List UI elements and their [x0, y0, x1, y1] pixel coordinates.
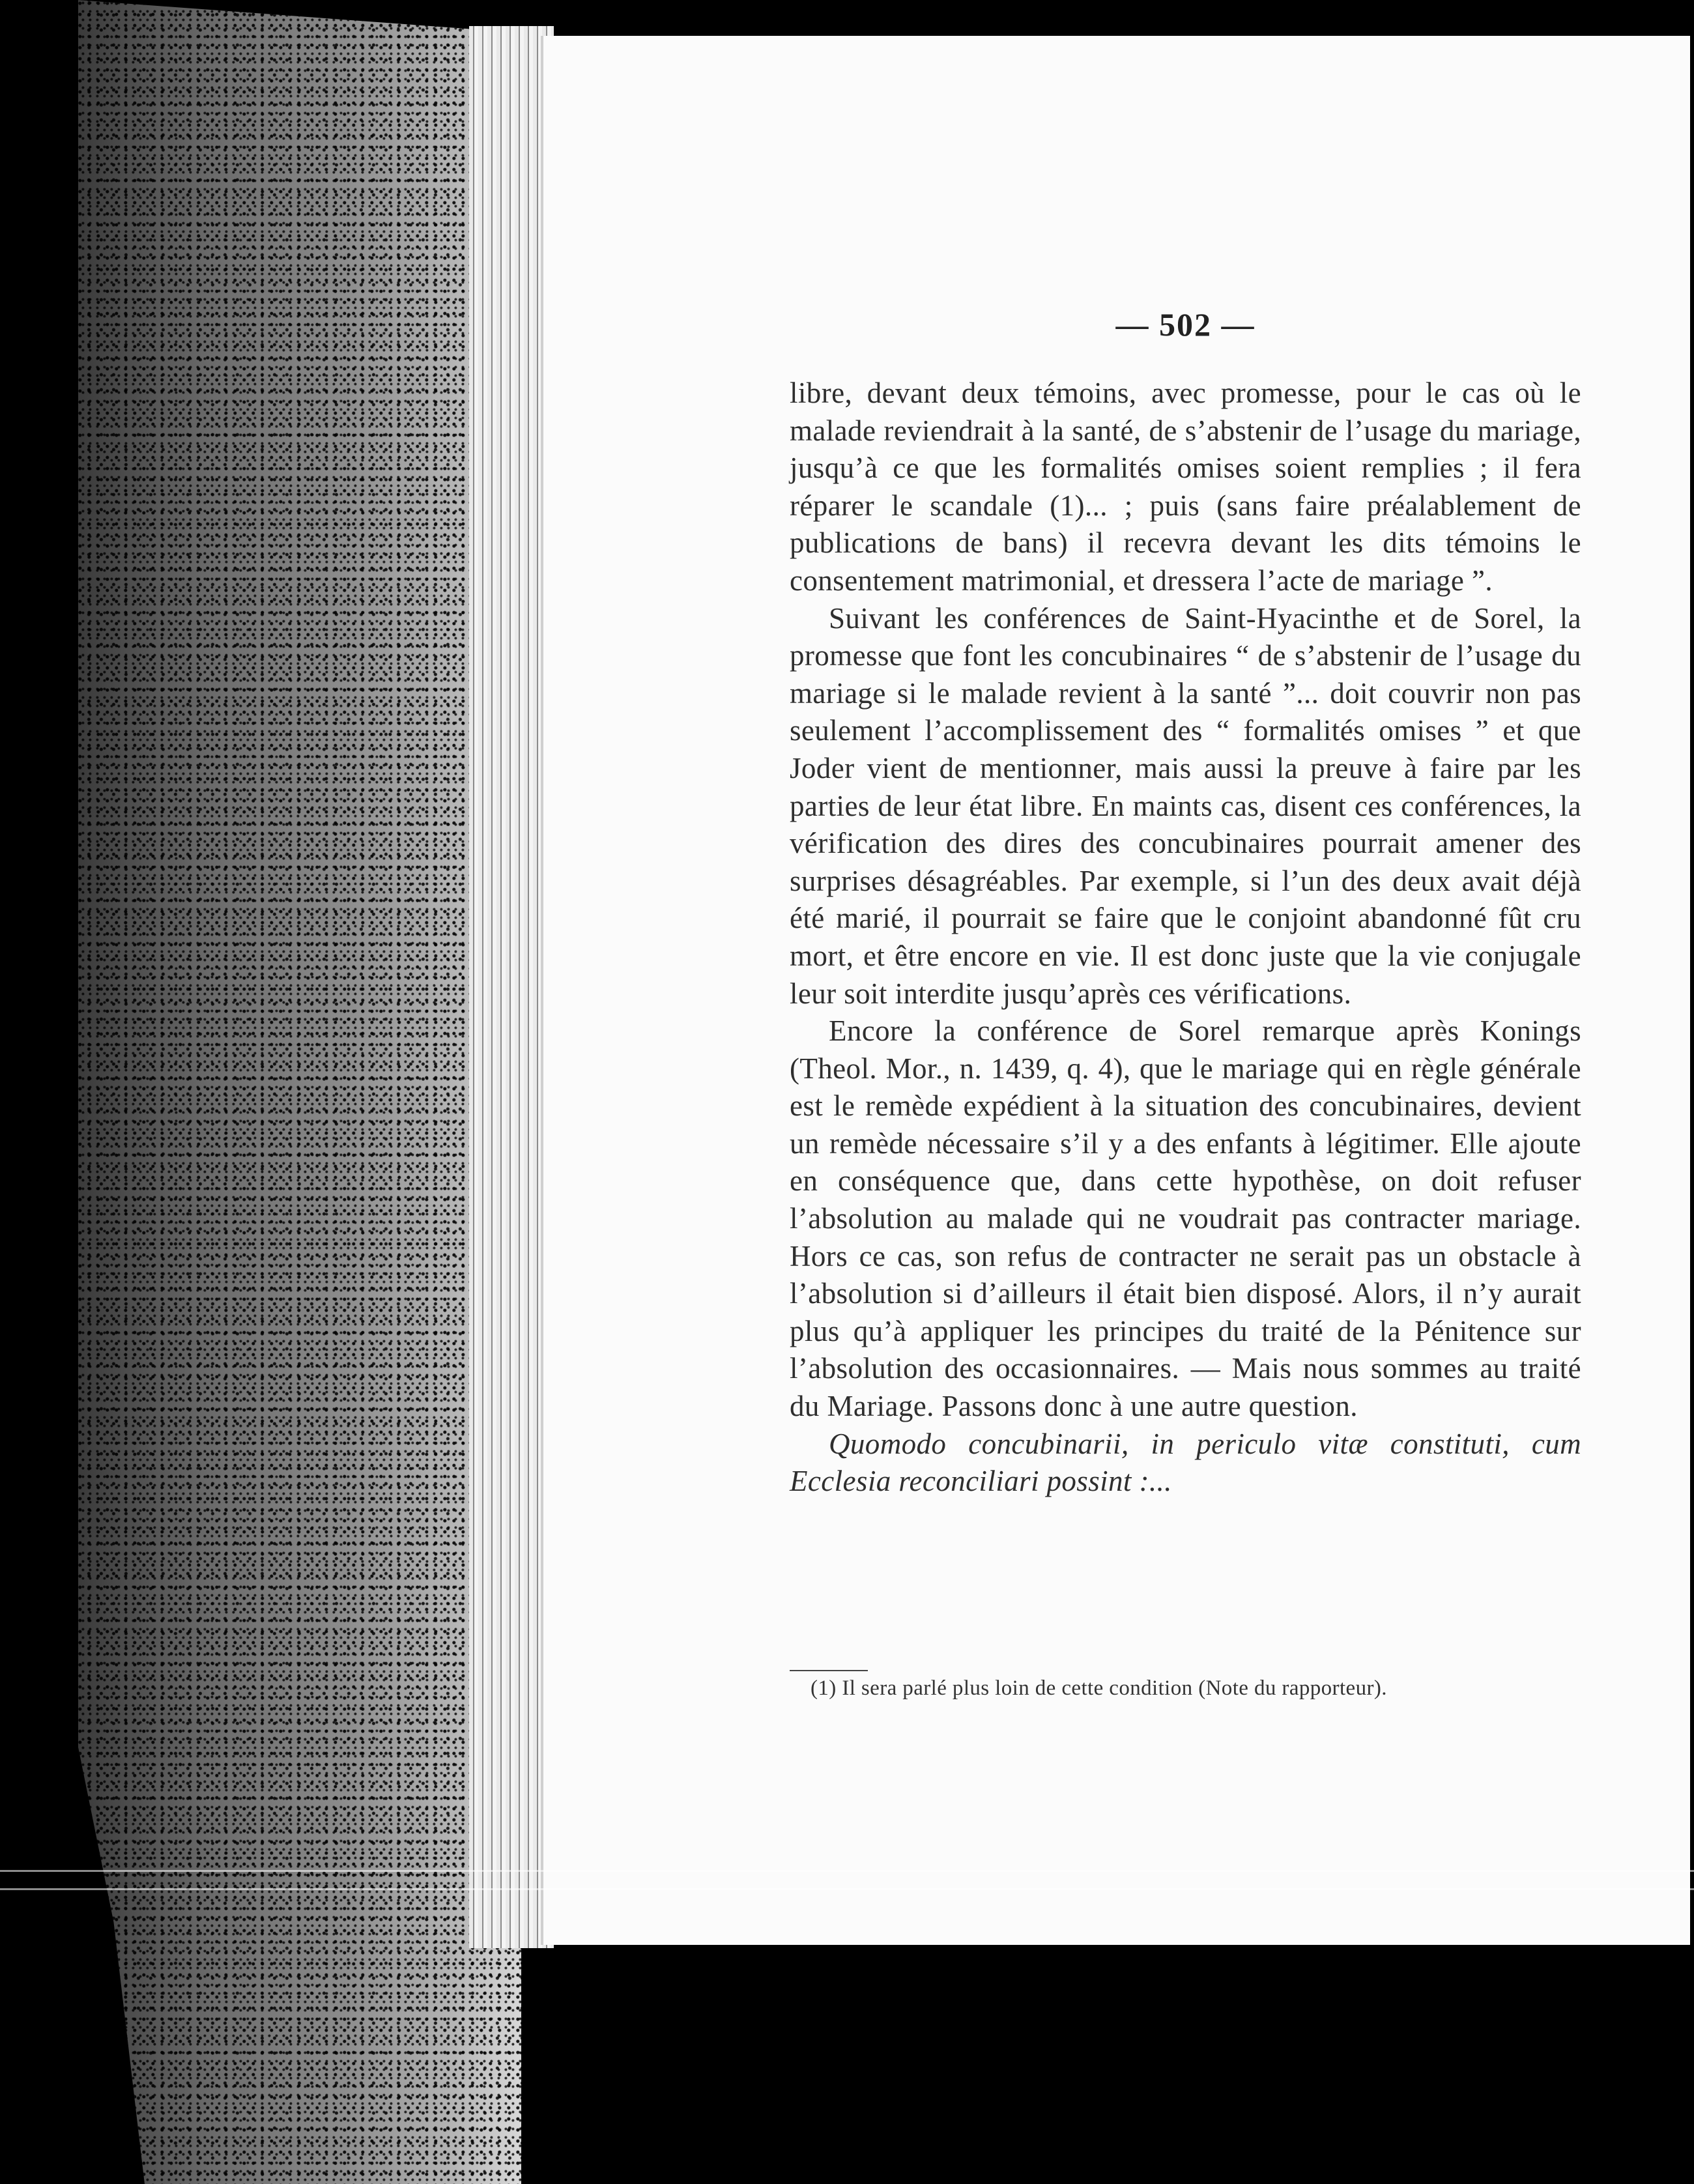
body-text	[790, 375, 1581, 1501]
paragraph-4-latin: Quomodo concubinarii, in periculo vitæ constituti, cum Ecclesia reconciliari possint :...	[790, 1427, 1581, 1498]
footnote: (1) Il sera parlé plus loin de cette condition (Note du rapporteur).	[811, 1676, 1387, 1700]
scan-artifact-line	[0, 1870, 1694, 1872]
page-number: — 502 —	[1115, 306, 1256, 343]
footnote-rule	[790, 1670, 868, 1671]
book-fore-edge	[78, 0, 521, 2184]
book-page	[541, 36, 1690, 1945]
paragraph-3: Encore la conférence de Sorel remarque après Konings (Theol. Mor., n. 1439, q. 4), que le mariage qui en règle générale est le remède expédient à la situation des concubinaires, devient un remède nécessaire s’il y a des enfants à légitimer. Elle ajoute en conséquence que, dans cette hypothèse, on doit refuser l’absolution au malade qui ne voudrait pas contracter mariage. Hors ce cas, son refus de contracter ne serait pas un obstacle à l’absolution si d’ailleurs il était bien disposé. Alors, il n’y aurait plus qu’à appliquer les principes du traité de la Pénitence sur l’absolution des occasionnaires. — Mais nous sommes au traité du Mariage. Passons donc à une autre question.	[790, 1014, 1581, 1423]
paragraph-1: libre, devant deux témoins, avec promesse, pour le cas où le malade reviendrait à la santé, de s’abstenir de l’usage du mariage, jusqu’à ce que les formalités omises soient remplies ; il fera réparer le scandale (1)... ; puis (sans faire préalablement de publications de bans) il recevra devant les dits témoins le consentement matrimonial, et dressera l’acte de mariage ”.	[790, 377, 1581, 597]
paragraph-2: Suivant les conférences de Saint-Hyacinthe et de Sorel, la promesse que font les concubinaires “ de s’abstenir de l’usage du mariage si le malade revient à la santé ”... doit couvrir non pas seulement l’accomplissement des “ formalités omises ” et que Joder vient de mentionner, mais aussi la preuve à faire par les parties de leur état libre. En maints cas, disent ces conférences, la vérification des dires des concubinaires pourrait amener des surprises désagréables. Par exemple, si l’un des deux avait déjà été marié, il pourrait se faire que le conjoint abandonné fût cru mort, et être encore en vie. Il est donc juste que la vie conjugale leur soit interdite jusqu’après ces vérifications.	[790, 601, 1581, 1010]
scan-artifact-line	[0, 1888, 1694, 1890]
